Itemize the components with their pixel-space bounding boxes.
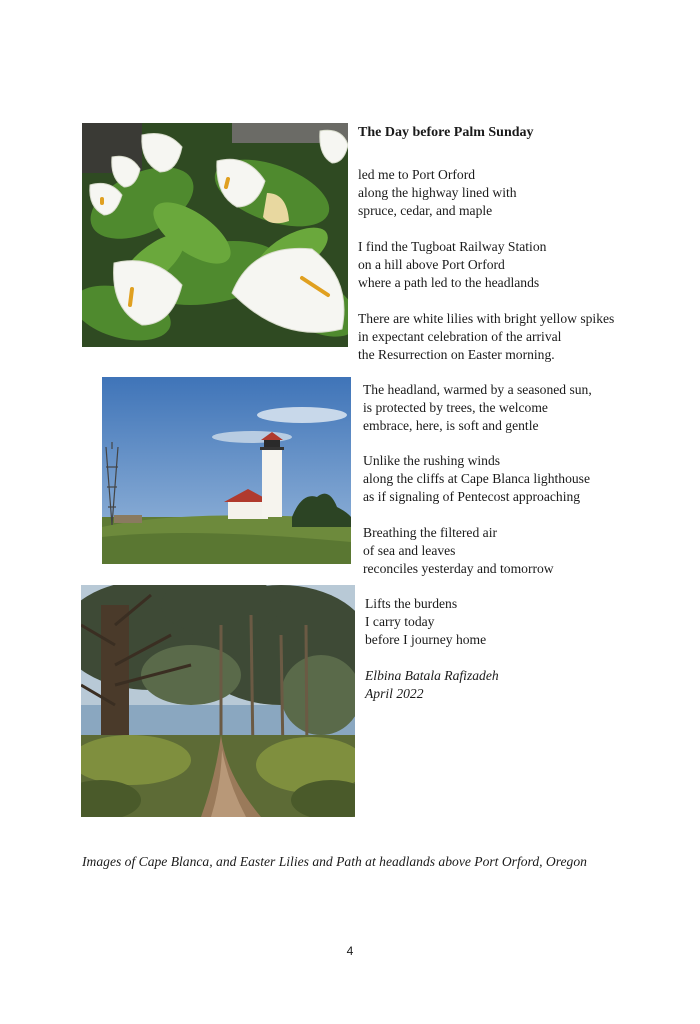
poem-stanza — [363, 381, 592, 435]
poem-line: The headland, warmed by a seasoned sun, — [363, 381, 592, 397]
poem-stanza — [363, 524, 554, 578]
poem-line: where a path led to the headlands — [358, 274, 540, 290]
poem-line: the Resurrection on Easter morning. — [358, 346, 555, 362]
poem-line: is protected by trees, the welcome — [363, 399, 548, 415]
poem-date: April 2022 — [365, 685, 424, 701]
poem-signature — [365, 667, 499, 703]
lighthouse-photo — [102, 377, 351, 564]
poem-line: on a hill above Port Orford — [358, 256, 505, 272]
poem-line: in expectant celebration of the arrival — [358, 328, 562, 344]
poem-line: embrace, here, is soft and gentle — [363, 417, 539, 433]
poem-title: The Day before Palm Sunday — [358, 125, 534, 140]
image-caption: Images of Cape Blanca, and Easter Lilies and Path at headlands above Port Orford, Oregon — [82, 854, 587, 869]
author-name: Elbina Batala Rafizadeh — [365, 667, 499, 683]
poem-line: I find the Tugboat Railway Station — [358, 238, 547, 254]
poem-line: reconciles yesterday and tomorrow — [363, 560, 554, 576]
poem-stanza — [363, 452, 590, 506]
poem-stanza — [365, 595, 486, 649]
poem-line: Breathing the filtered air — [363, 524, 497, 540]
poem-line: spruce, cedar, and maple — [358, 202, 493, 218]
page-number: 4 — [346, 944, 354, 958]
poem-line: I carry today — [365, 613, 435, 629]
poem-line: There are white lilies with bright yellow spikes — [358, 310, 615, 326]
forest-path-photo — [81, 585, 355, 817]
poem-stanza — [358, 166, 517, 220]
poem-line: as if signaling of Pentecost approaching — [363, 488, 581, 504]
poem-line: along the highway lined with — [358, 184, 517, 200]
poem-line: Unlike the rushing winds — [363, 452, 501, 468]
poem-stanza — [358, 310, 614, 364]
poem-line: of sea and leaves — [363, 542, 456, 558]
poem-line: before I journey home — [365, 631, 487, 647]
poem-stanza — [358, 238, 546, 292]
poem-line: along the cliffs at Cape Blanca lighthouse — [363, 470, 591, 486]
poem-line: Lifts the burdens — [365, 595, 458, 611]
poem-line: led me to Port Orford — [358, 166, 476, 182]
lilies-photo — [82, 123, 348, 347]
